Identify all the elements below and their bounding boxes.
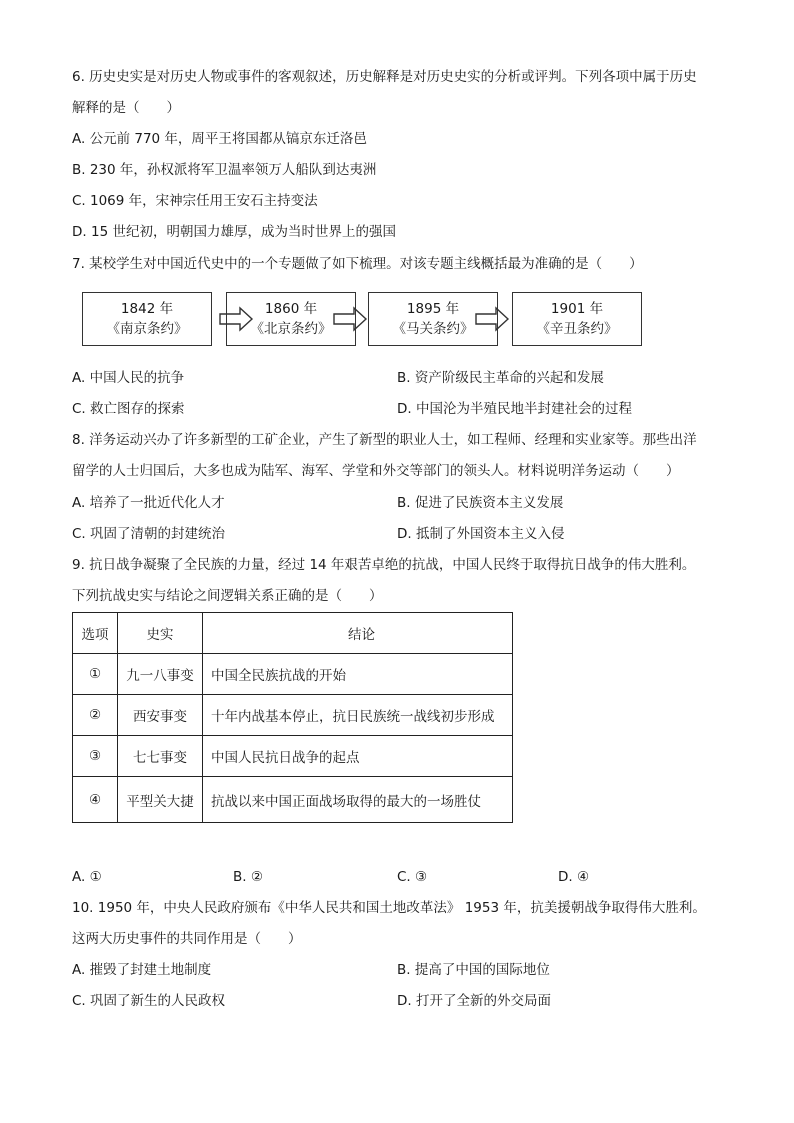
flow-year: 1901 年 [550,301,604,317]
flow-treaty: 《马关条约》 [392,321,474,337]
q6-stem-line1: 6. 历史史实是对历史人物或事件的客观叙述，历史解释是对历史史实的分析或评判。下列各项中属于历史 [72,69,697,85]
q8-option-d: D. 抵制了外国资本主义入侵 [397,526,565,542]
q9-option-b: B. ② [233,869,263,885]
flow-treaty: 《辛丑条约》 [536,321,618,337]
q6-option-b: B. 230 年，孙权派将军卫温率领万人船队到达夷洲 [72,162,377,178]
q6-option-c: C. 1069 年，宋神宗任用王安石主持变法 [72,193,318,209]
q10-stem-line2: 这两大历史事件的共同作用是（ ） [72,931,302,947]
q9-stem-line1: 9. 抗日战争凝聚了全民族的力量，经过 14 年艰苦卓绝的抗战，中国人民终于取得抗日战争的伟大胜利。 [72,557,696,573]
q7-option-c: C. 救亡图存的探索 [72,401,185,417]
q6-stem-line2: 解释的是（ ） [72,100,180,116]
q10-option-b: B. 提高了中国的国际地位 [397,962,550,978]
table-cell: 九一八事变 [118,654,203,695]
table-cell: 中国人民抗日战争的起点 [203,736,513,777]
table-cell: ④ [73,777,118,823]
q10-stem-line1: 10. 1950 年，中央人民政府颁布《中华人民共和国土地改革法》 1953 年，抗美援朝战争取得伟大胜利。 [72,900,706,916]
flow-year: 1842 年 [120,301,174,317]
flow-arrow-icon [332,306,368,332]
flow-treaty: 《北京条约》 [250,321,332,337]
q7-option-d: D. 中国沦为半殖民地半封建社会的过程 [397,401,632,417]
q9-option-d: D. ④ [558,869,590,885]
q7-option-b: B. 资产阶级民主革命的兴起和发展 [397,370,604,386]
table-row [73,777,513,823]
table-cell: ① [73,654,118,695]
q6-option-d: D. 15 世纪初，明朝国力雄厚，成为当时世界上的强国 [72,224,396,240]
table-header-cell: 史实 [118,613,203,654]
q10-option-a: A. 摧毁了封建土地制度 [72,962,212,978]
table-cell: 平型关大捷 [118,777,203,823]
q8-stem-line1: 8. 洋务运动兴办了许多新型的工矿企业，产生了新型的职业人士，如工程师、经理和实业家等。那些出洋 [72,432,697,448]
flow-year: 1860 年 [264,301,318,317]
flow-box-1901 [512,292,642,346]
q8-option-a: A. 培养了一批近代化人才 [72,495,225,511]
q9-option-c: C. ③ [397,869,428,885]
q7-flowchart [82,292,622,348]
table-cell: 抗战以来中国正面战场取得的最大的一场胜仗 [203,777,513,823]
table-row [73,654,513,695]
q7-option-a: A. 中国人民的抗争 [72,370,185,386]
table-row [73,736,513,777]
q8-stem-line2: 留学的人士归国后，大多也成为陆军、海军、学堂和外交等部门的领头人。材料说明洋务运动（ ） [72,463,680,479]
q10-option-d: D. 打开了全新的外交局面 [397,993,551,1009]
q7-stem: 7. 某校学生对中国近代史中的一个专题做了如下梳理。对该专题主线概括最为准确的是（ ） [72,256,643,272]
flow-year: 1895 年 [406,301,460,317]
q6-option-a: A. 公元前 770 年，周平王将国都从镐京东迁洛邑 [72,131,367,147]
q9-option-a: A. ① [72,869,102,885]
table-row [73,695,513,736]
table-cell: 中国全民族抗战的开始 [203,654,513,695]
flow-arrow-icon [474,306,510,332]
flow-box-1842 [82,292,212,346]
table-header-cell: 选项 [73,613,118,654]
q8-option-b: B. 促进了民族资本主义发展 [397,495,564,511]
q9-stem-line2: 下列抗战史实与结论之间逻辑关系正确的是（ ） [72,588,383,604]
q9-table [72,612,513,823]
q10-option-c: C. 巩固了新生的人民政权 [72,993,226,1009]
table-cell: 七七事变 [118,736,203,777]
table-cell: ② [73,695,118,736]
q8-option-c: C. 巩固了清朝的封建统治 [72,526,226,542]
table-header-row [73,613,513,654]
table-cell: 十年内战基本停止，抗日民族统一战线初步形成 [203,695,513,736]
flow-treaty: 《南京条约》 [106,321,188,337]
table-cell: ③ [73,736,118,777]
table-cell: 西安事变 [118,695,203,736]
table-header-cell: 结论 [203,613,513,654]
